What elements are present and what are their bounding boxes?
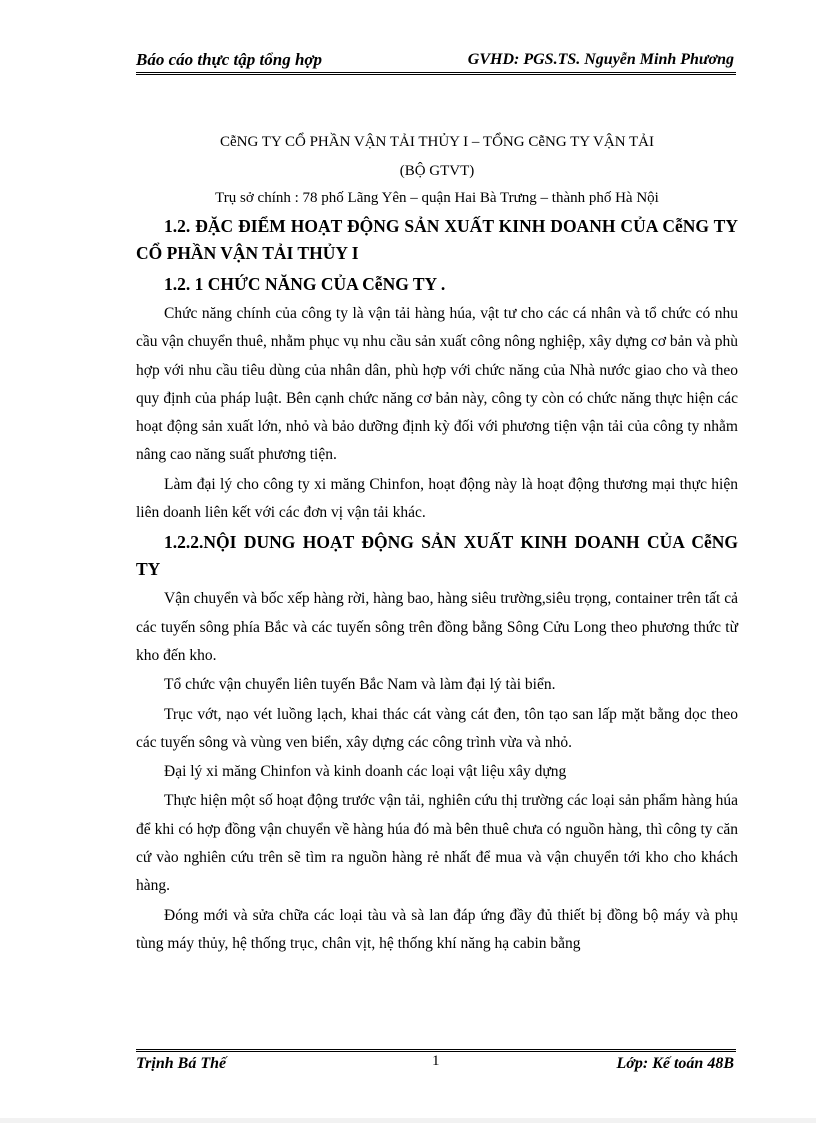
section-1-2-1-heading: 1.2. 1 CHỨC NĂNG CỦA CễNG TY . <box>164 274 446 294</box>
paragraph: Vận chuyển và bốc xếp hàng rời, hàng bao, hàng siêu trường,siêu trọng, container trên tất cả các tuyến sông phía Bắc và các tuyến sông trên đồng bằng Sông Cửu Long theo phương thức từ kho đến kho. <box>136 590 738 664</box>
paragraph: Chức năng chính của công ty là vận tải hàng húa, vật tư cho các cá nhân và tổ chức có nhu cầu vận chuyển thuê, nhằm phục vụ nhu cầu sản xuất công nông nghiệp, xây dựng cơ bản và phù hợp với nhu cầu tiêu dùng của nhân dân, phù hợp với chức năng của Nhà nước giao cho và theo quy định của pháp luật. Bên cạnh chức năng cơ bản này, công ty còn có chức năng thực hiện các hoạt động sản xuất lớn, nhỏ và bảo dưỡng định kỳ đối với phương tiện vận tải của công ty nhằm nâng cao năng suất phương tiện. <box>136 305 738 464</box>
page-footer <box>136 1055 736 1077</box>
paragraph: Đại lý xi măng Chinfon và kinh doanh các loại vật liệu xây dựng <box>164 763 567 781</box>
paragraph: Làm đại lý cho công ty xi măng Chinfon, hoạt động này là hoạt động thương mại thực hiện liên doanh liên kết với các đơn vị vận tải khác. <box>136 475 738 522</box>
paragraph: Đóng mới và sửa chữa các loại tàu và sà lan đáp ứng đầy đủ thiết bị đồng bộ máy và phụ tùng máy thủy, hệ thống trục, chân vịt, hệ thống khí năng hạ cabin bằng <box>136 906 738 952</box>
section-1-2-heading: 1.2. ĐẶC ĐIỂM HOẠT ĐỘNG SẢN XUẤT KINH DOANH CỦA CễNG TY CỔ PHẦN VẬN TẢI THỦY I <box>136 216 738 263</box>
page-edge <box>0 1118 816 1123</box>
company-address: Trụ sở chính : 78 phố Lãng Yên – quận Hai Bà Trưng – thành phố Hà Nội <box>215 190 659 206</box>
company-ministry: (BỘ GTVT) <box>399 163 475 179</box>
author-name: Trịnh Bá Thế <box>136 1055 227 1072</box>
supervisor-name: GVHD: PGS.TS. Nguyễn Minh Phương <box>467 51 734 68</box>
header-divider <box>136 72 736 75</box>
page-header <box>136 50 736 72</box>
page-number: 1 <box>432 1053 440 1069</box>
section-1-2-2-heading: 1.2.2.NỘI DUNG HOẠT ĐỘNG SẢN XUẤT KINH DOANH CỦA CễNG TY <box>136 532 738 580</box>
document-body <box>136 127 738 958</box>
class-name: Lớp: Kế toán 48B <box>616 1055 734 1072</box>
footer-divider <box>136 1049 736 1052</box>
report-title: Báo cáo thực tập tổng hợp <box>136 50 323 69</box>
company-name: CễNG TY CỔ PHẦN VẬN TẢI THỦY I – TỔNG CễNG TY VẬN TẢI <box>219 134 655 150</box>
paragraph: Thực hiện một số hoạt động trước vận tải, nghiên cứu thị trường các loại sản phẩm hàng húa để khi có hợp đồng vận chuyển về hàng húa đó mà bên thuê chưa có nguồn hàng, thì công ty căn cứ vào nghiên cứu trên sẽ tìm ra nguồn hàng rẻ nhất để mua và vận chuyển tới kho cho khách hàng. <box>136 792 738 895</box>
paragraph: Tổ chức vận chuyển liên tuyến Bắc Nam và làm đại lý tài biển. <box>164 676 556 694</box>
paragraph: Trục vớt, nạo vét luồng lạch, khai thác cát vàng cát đen, tôn tạo san lấp mặt bằng dọc theo các tuyến sông và vùng ven biển, xây dựng các công trình vừa và nhỏ. <box>136 705 738 751</box>
